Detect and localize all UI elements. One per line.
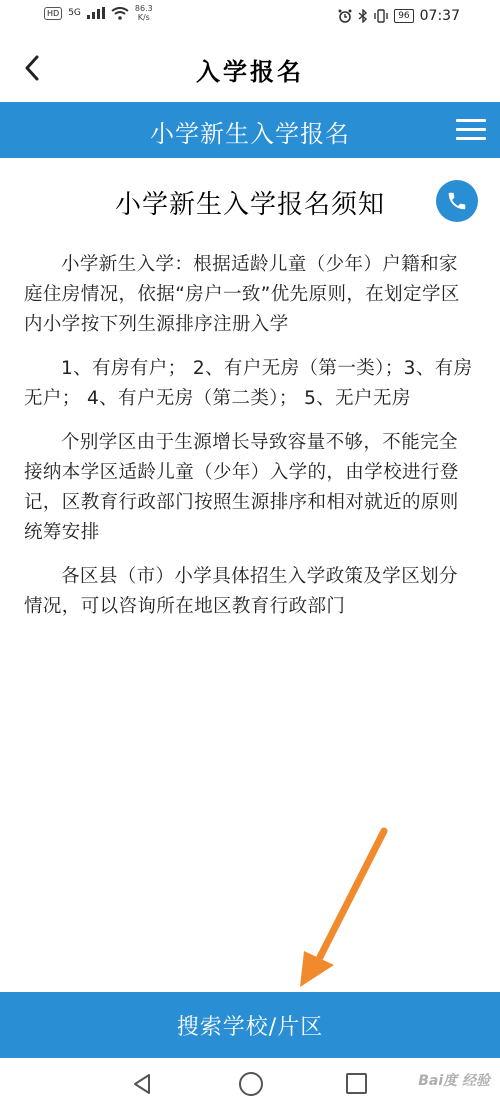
status-bar (0, 0, 500, 36)
vibrate-icon (374, 9, 388, 23)
notice-paragraph-4: 各区县（市）小学具体招生入学政策及学区划分情况，可以咨询所在地区教育行政部门 (24, 566, 458, 617)
status-right-group (338, 8, 460, 24)
search-school-button[interactable] (0, 992, 500, 1058)
notice-paragraph-2: 1、有房有户； 2、有户无房（第一类）；3、有房无户； 4、有户无房（第二类）； 5、无户无房 (24, 358, 473, 409)
net-speed-value: 86.3 (134, 4, 153, 13)
page-title: 入学报名 (196, 57, 304, 86)
hd-badge: HD (44, 7, 62, 20)
alarm-icon (338, 9, 352, 23)
blue-header (0, 102, 500, 158)
blue-header-title: 小学新生入学报名 (150, 120, 350, 148)
wifi-icon (111, 7, 129, 20)
battery-indicator: 96 (394, 9, 413, 23)
notice-title: 小学新生入学报名须知 (114, 190, 385, 220)
status-left-group (44, 4, 153, 22)
search-school-label: 搜索学校/片区 (176, 1014, 324, 1040)
square-recent-icon[interactable] (346, 1073, 367, 1094)
watermark-logo: Bai度 经验 (418, 1073, 490, 1089)
notice-content (24, 250, 476, 636)
menu-button[interactable] (456, 116, 486, 144)
annotation-arrow (290, 825, 400, 995)
net-speed (135, 4, 153, 22)
notice-paragraph-3: 个别学区由于生源增长导致容量不够，不能完全接纳本学区适龄儿童（少年）入学的，由学校进行登记，区教育行政部门按照生源排序和相对就近的原则统筹安排 (24, 432, 459, 543)
network-label: 5G (68, 8, 81, 18)
bluetooth-icon (358, 9, 368, 23)
signal-icon (87, 7, 105, 19)
notice-paragraph-1: 小学新生入学：根据适龄儿童（少年）户籍和家庭住房情况，依据“房户一致”优先原则，在划定学区内小学按下列生源排序注册入学 (24, 254, 460, 335)
hamburger-menu-icon (456, 119, 486, 122)
system-nav-bar (0, 1058, 500, 1111)
circle-home-icon[interactable] (239, 1072, 263, 1096)
triangle-back-icon[interactable] (131, 1072, 153, 1096)
title-bar (0, 36, 500, 102)
hamburger-menu-icon-line (456, 128, 486, 131)
phone-icon (446, 190, 468, 212)
net-speed-unit: K/s (137, 13, 150, 22)
hamburger-menu-icon-line (456, 137, 486, 140)
status-time: 07:37 (419, 8, 460, 24)
phone-button[interactable] (436, 180, 478, 222)
